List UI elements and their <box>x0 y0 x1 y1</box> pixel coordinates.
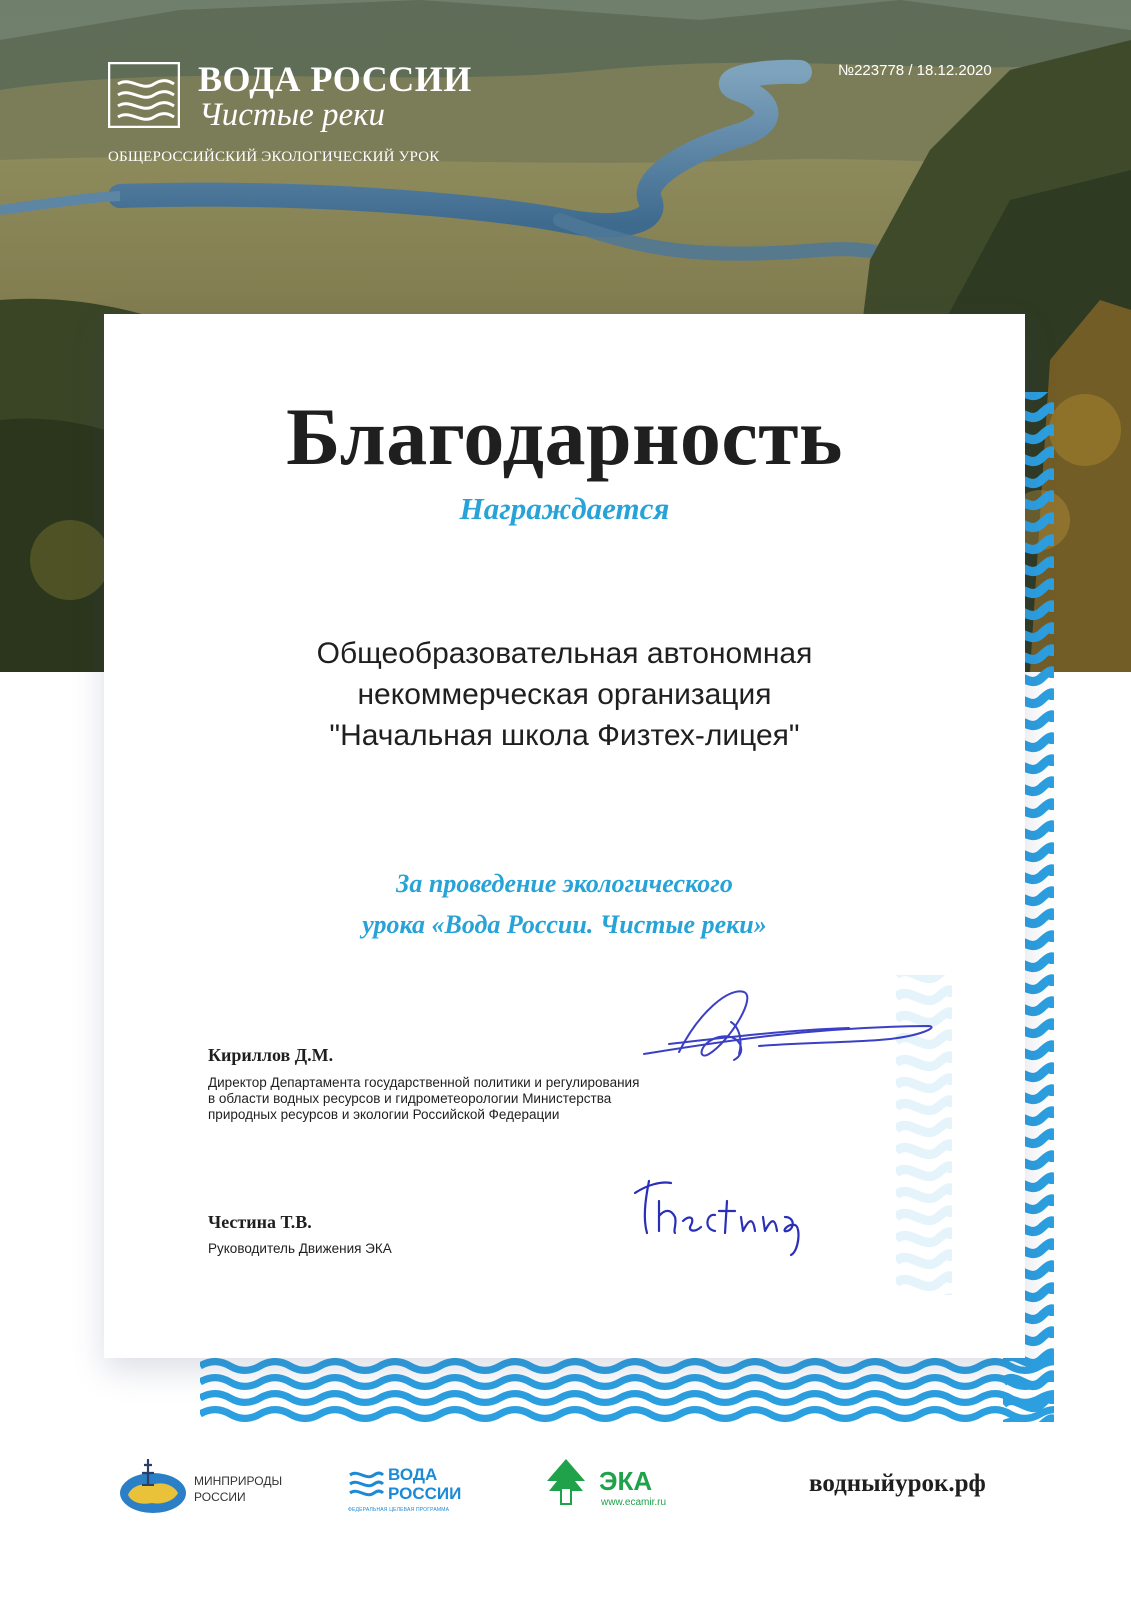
document-number: №223778 / 18.12.2020 <box>838 62 992 79</box>
waves-icon <box>348 1469 384 1501</box>
voda-rossii-logo <box>348 1465 498 1525</box>
minprirody-label-line: МИНПРИРОДЫ <box>194 1474 283 1488</box>
minprirody-logo <box>118 1455 308 1515</box>
signature-chestina <box>631 1171 811 1261</box>
signatory-role-line: в области водных ресурсов и гидрометеорологии Министерства <box>208 1091 612 1106</box>
voda-rossii-name <box>388 1465 461 1503</box>
recipient-name <box>104 633 1025 756</box>
signatory-chestina <box>208 1212 392 1257</box>
reason-line: За проведение экологического <box>396 869 733 898</box>
brand-tagline: ОБЩЕРОССИЙСКИЙ ЭКОЛОГИЧЕСКИЙ УРОК <box>108 149 440 165</box>
eka-name: ЭКА <box>599 1466 653 1496</box>
website-link[interactable]: водныйурок.рф <box>809 1470 986 1497</box>
signatory-name: Кириллов Д.М. <box>208 1045 334 1065</box>
signatory-role <box>208 1241 392 1257</box>
signatory-name: Честина Т.В. <box>208 1212 312 1232</box>
reason-line: урока «Вода России. Чистые реки» <box>362 910 767 939</box>
voda-name-line: ВОДА <box>388 1465 438 1484</box>
voda-rossii-fine-print: ФЕДЕРАЛЬНАЯ ЦЕЛЕВАЯ ПРОГРАММА <box>348 1507 450 1513</box>
voda-name-line: РОССИИ <box>388 1484 462 1503</box>
signatory-role-line: Директор Департамента государственной политики и регулирования <box>208 1075 640 1090</box>
eka-logo <box>545 1459 685 1519</box>
tree-arrow-icon <box>545 1459 587 1505</box>
awarded-label: Награждается <box>459 491 670 526</box>
recipient-line: некоммерческая организация <box>357 678 772 711</box>
recipient-line: "Начальная школа Физтех-лицея" <box>329 719 800 752</box>
certificate-title: Благодарность <box>286 391 843 482</box>
wave-ribbon-bottom <box>200 1358 1054 1422</box>
certificate-card <box>104 314 1025 1358</box>
russia-map-emblem-icon <box>118 1455 188 1515</box>
award-reason <box>104 863 1025 945</box>
signatory-role <box>208 1075 639 1123</box>
waves-icon <box>108 62 180 128</box>
brand-title: ВОДА РОССИИ <box>198 59 472 99</box>
eka-site: www.ecamir.ru <box>601 1497 667 1508</box>
recipient-line: Общеобразовательная автономная <box>316 637 813 670</box>
minprirody-label-line: РОССИИ <box>194 1490 246 1504</box>
signatory-role-line: природных ресурсов и экологии Российской Федерации <box>208 1107 560 1122</box>
signatory-kirillov <box>208 1045 639 1123</box>
signatory-role-line: Руководитель Движения ЭКА <box>208 1241 392 1256</box>
brand-subtitle: Чистые реки <box>199 97 386 133</box>
minprirody-label <box>194 1473 282 1505</box>
signature-kirillov <box>639 982 939 1072</box>
